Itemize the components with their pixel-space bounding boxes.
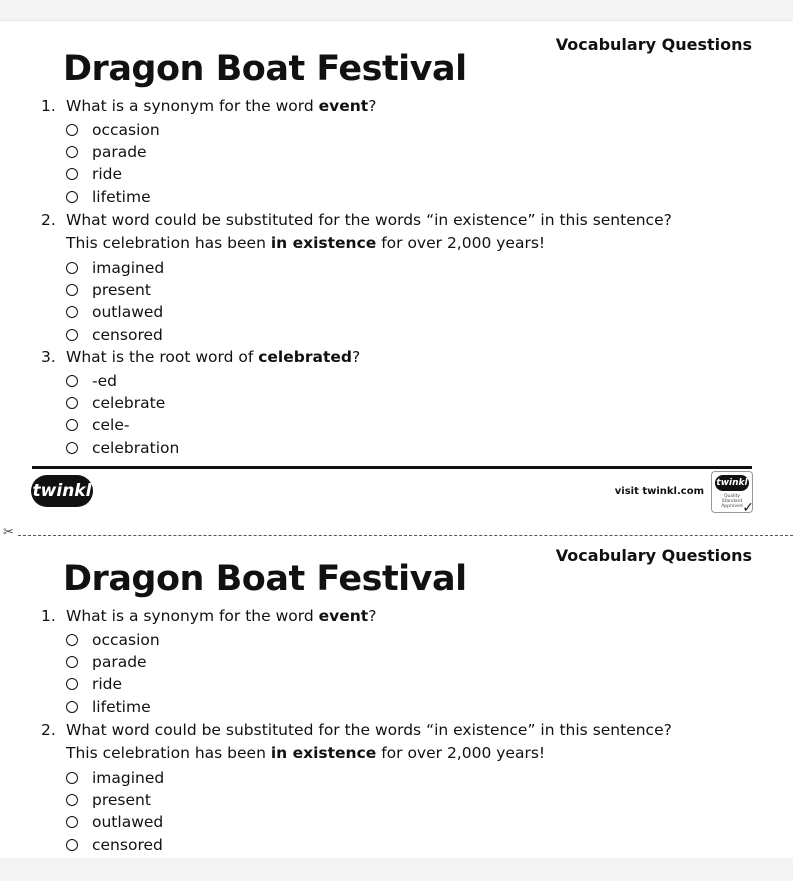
badge-text: Quality Standard Approved <box>721 494 743 509</box>
option-censored[interactable] <box>66 325 163 345</box>
radio-circle-icon[interactable] <box>66 634 78 646</box>
question-text: What is the root word of <box>66 348 259 366</box>
page-title: Dragon Boat Festival <box>63 49 467 89</box>
option-label: parade <box>92 143 147 161</box>
option-label: ride <box>92 675 123 693</box>
option-lifetime[interactable] <box>66 697 151 717</box>
option-parade[interactable] <box>66 142 147 162</box>
option-label: censored <box>92 836 163 854</box>
question-text: What word could be substituted for the words “in existence” in this sentence? <box>66 721 672 739</box>
radio-circle-icon[interactable] <box>66 419 78 431</box>
option-lifetime[interactable] <box>66 187 151 207</box>
header-label: Vocabulary Questions <box>555 546 752 565</box>
footer-divider <box>32 466 752 469</box>
radio-circle-icon[interactable] <box>66 146 78 158</box>
option-censored[interactable] <box>66 835 163 855</box>
quality-badge <box>711 471 754 516</box>
radio-circle-icon[interactable] <box>66 168 78 180</box>
worksheet-page <box>0 20 793 860</box>
option-label: celebration <box>92 439 180 457</box>
question-keyword: event <box>318 607 369 625</box>
worksheet-copy-2 <box>0 531 793 859</box>
sentence-keyword: in existence <box>270 234 377 252</box>
option-label: outlawed <box>92 813 164 831</box>
radio-circle-icon[interactable] <box>66 124 78 136</box>
option-outlawed[interactable] <box>66 812 163 832</box>
radio-circle-icon[interactable] <box>66 306 78 318</box>
option-label: ride <box>92 165 123 183</box>
option-label: lifetime <box>92 698 151 716</box>
question-number: 1. <box>41 97 56 115</box>
radio-circle-icon[interactable] <box>66 442 78 454</box>
question-text-end: ? <box>368 97 377 115</box>
question-text: What is a synonym for the word <box>66 607 319 625</box>
option-label: lifetime <box>92 188 151 206</box>
sentence-end: for over 2,000 years! <box>376 234 546 252</box>
sentence-keyword: in existence <box>270 744 377 762</box>
option-label: present <box>92 281 151 299</box>
option-outlawed[interactable] <box>66 302 163 322</box>
option-parade[interactable] <box>66 652 147 672</box>
radio-circle-icon[interactable] <box>66 191 78 203</box>
option-celebration[interactable] <box>66 438 179 458</box>
radio-circle-icon[interactable] <box>66 839 78 851</box>
example-sentence <box>66 234 545 252</box>
sentence-start: This celebration has been <box>66 234 271 252</box>
header-label: Vocabulary Questions <box>555 35 752 54</box>
radio-circle-icon[interactable] <box>66 701 78 713</box>
option-label: celebrate <box>92 394 166 412</box>
example-sentence <box>66 744 545 762</box>
radio-circle-icon[interactable] <box>66 329 78 341</box>
page-title: Dragon Boat Festival <box>63 559 467 599</box>
question-3 <box>41 348 360 366</box>
question-2 <box>41 721 672 739</box>
option-label: -ed <box>92 372 117 390</box>
viewer-top-background <box>0 0 793 20</box>
radio-circle-icon[interactable] <box>66 772 78 784</box>
question-1 <box>41 607 376 625</box>
question-text-end: ? <box>368 607 377 625</box>
option-label: occasion <box>92 121 160 139</box>
question-keyword: event <box>318 97 369 115</box>
question-number: 2. <box>41 721 56 739</box>
radio-circle-icon[interactable] <box>66 678 78 690</box>
option-label: imagined <box>92 769 165 787</box>
visit-link[interactable]: visit twinkl.com <box>614 486 704 497</box>
question-2 <box>41 211 672 229</box>
radio-circle-icon[interactable] <box>66 794 78 806</box>
question-keyword: celebrated <box>258 348 352 366</box>
checkmark-icon: ✓ <box>742 500 754 516</box>
option-label: censored <box>92 326 163 344</box>
option-label: present <box>92 791 151 809</box>
scissors-icon: ✂ <box>3 525 14 540</box>
question-number: 2. <box>41 211 56 229</box>
question-text-end: ? <box>351 348 361 366</box>
radio-circle-icon[interactable] <box>66 284 78 296</box>
option-label: parade <box>92 653 147 671</box>
option-cele[interactable] <box>66 415 130 435</box>
radio-circle-icon[interactable] <box>66 262 78 274</box>
option-label: occasion <box>92 631 160 649</box>
question-text: What word could be substituted for the words “in existence” in this sentence? <box>66 211 672 229</box>
question-number: 3. <box>41 348 56 366</box>
worksheet-copy-1 <box>0 21 793 521</box>
option-present[interactable] <box>66 280 151 300</box>
option-label: imagined <box>92 259 165 277</box>
question-1 <box>41 97 376 115</box>
option-occasion[interactable] <box>66 630 160 650</box>
badge-logo: twinkl <box>715 475 749 491</box>
radio-circle-icon[interactable] <box>66 397 78 409</box>
radio-circle-icon[interactable] <box>66 375 78 387</box>
option-label: cele- <box>92 416 130 434</box>
option-present[interactable] <box>66 790 151 810</box>
option-celebrate[interactable] <box>66 393 165 413</box>
sentence-end: for over 2,000 years! <box>376 744 546 762</box>
sentence-start: This celebration has been <box>66 744 271 762</box>
twinkl-logo[interactable]: twinkl <box>31 475 93 507</box>
question-text: What is a synonym for the word <box>66 97 319 115</box>
viewer-bottom-background <box>0 858 793 881</box>
radio-circle-icon[interactable] <box>66 656 78 668</box>
option-imagined[interactable] <box>66 768 164 788</box>
option-occasion[interactable] <box>66 120 160 140</box>
option-ride[interactable] <box>66 674 122 694</box>
question-number: 1. <box>41 607 56 625</box>
option-ride[interactable] <box>66 164 122 184</box>
option-ed[interactable] <box>66 371 117 391</box>
radio-circle-icon[interactable] <box>66 816 78 828</box>
option-label: outlawed <box>92 303 164 321</box>
option-imagined[interactable] <box>66 258 164 278</box>
